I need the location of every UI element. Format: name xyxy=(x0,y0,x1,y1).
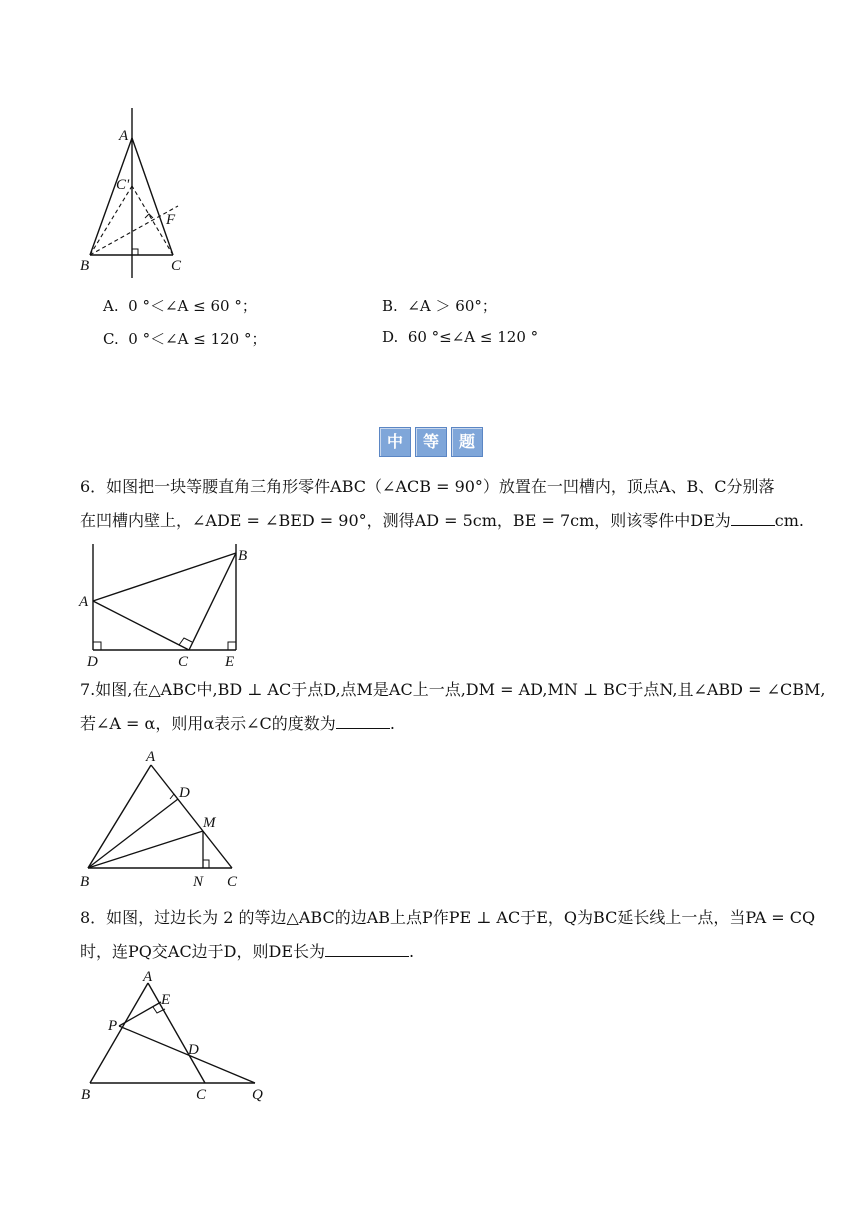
q7-line2 xyxy=(80,713,395,735)
q6-figure xyxy=(75,540,265,672)
right-angle-mark-n xyxy=(203,860,209,868)
option-d-text: 60 °≤∠A ≤ 120 ° xyxy=(407,328,539,346)
label-a: A xyxy=(119,128,129,144)
right-angle-mark-base xyxy=(132,249,138,255)
q6-line2 xyxy=(80,510,804,532)
option-c-text: 0 °＜∠A ≤ 120 °； xyxy=(128,330,267,348)
option-a xyxy=(103,295,257,316)
label-p: P xyxy=(108,1018,118,1034)
option-a-text: 0 °＜∠A ≤ 60 °； xyxy=(128,297,257,315)
right-angle-mark-e xyxy=(228,642,236,650)
answer-blank xyxy=(731,510,775,526)
label-c: C xyxy=(196,1087,207,1103)
label-c1: C' xyxy=(116,177,130,193)
q8-figure xyxy=(75,965,275,1107)
side-ab xyxy=(88,765,151,868)
side-ab xyxy=(93,553,236,601)
label-d: D xyxy=(87,654,98,670)
option-a-letter: A. xyxy=(103,297,119,315)
q7-line2-end: . xyxy=(389,714,395,733)
answer-blank xyxy=(325,941,409,957)
q6-line1: 6．如图把一块等腰直角三角形零件ABC（∠ACB = 90°）放置在一凹槽内，顶点A、B、C分别落 xyxy=(80,477,775,496)
q7-line1: 7.如图,在△ABC中,BD ⊥ AC于点D,点M是AC上一点,DM = AD,MN ⊥ BC于点N,且∠ABD = ∠CBM, xyxy=(80,680,826,699)
label-d: D xyxy=(188,1042,199,1058)
right-angle-mark-d xyxy=(93,642,101,650)
side-ac xyxy=(132,138,173,255)
side-ac xyxy=(148,983,205,1083)
right-angle-mark-f xyxy=(145,214,153,218)
label-a: A xyxy=(143,969,153,985)
label-d: D xyxy=(179,785,190,801)
option-c xyxy=(103,328,266,349)
q8-line2-text: 时，连PQ交AC边于D，则DE长为 xyxy=(80,942,326,961)
side-ab xyxy=(90,983,148,1083)
label-n: N xyxy=(193,874,204,890)
q6-line2-unit: cm. xyxy=(774,511,804,530)
label-c: C xyxy=(227,874,238,890)
option-d xyxy=(382,328,538,346)
q5-figure xyxy=(70,100,200,280)
right-angle-mark-c xyxy=(179,638,192,645)
label-b: B xyxy=(80,874,90,890)
answer-blank xyxy=(336,713,390,729)
option-d-letter: D. xyxy=(382,328,399,346)
segment-pe xyxy=(119,1002,161,1026)
label-m: M xyxy=(203,815,216,831)
q8-line2 xyxy=(80,941,414,963)
q7-line2-text: 若∠A = α，则用α表示∠C的度数为 xyxy=(80,714,336,733)
label-a: A xyxy=(79,594,89,610)
label-b: B xyxy=(238,548,248,564)
q7-figure xyxy=(75,745,250,893)
label-q: Q xyxy=(252,1087,263,1103)
segment-pq xyxy=(119,1026,255,1083)
segment-bm xyxy=(88,831,203,868)
badge-char-1: 中 xyxy=(379,427,411,457)
badge-char-3: 题 xyxy=(451,427,483,457)
label-e: E xyxy=(161,992,171,1008)
label-c: C xyxy=(178,654,189,670)
side-bc xyxy=(189,553,236,650)
side-ac xyxy=(93,601,189,650)
side-ac xyxy=(151,765,232,868)
label-a: A xyxy=(146,749,156,765)
q8-line2-end: . xyxy=(409,942,415,961)
label-c: C xyxy=(171,258,182,274)
option-b-text: ∠A ＞ 60°； xyxy=(407,297,497,315)
badge-char-2: 等 xyxy=(415,427,447,457)
option-b xyxy=(382,295,497,316)
option-c-letter: C. xyxy=(103,330,119,348)
side-ab xyxy=(90,138,132,255)
option-b-letter: B. xyxy=(382,297,398,315)
section-badge xyxy=(379,427,483,457)
q8-line1: 8．如图，过边长为 2 的等边△ABC的边AB上点P作PE ⊥ AC于E，Q为BC延长线上一点，当PA = CQ xyxy=(80,908,816,927)
label-b: B xyxy=(81,1087,91,1103)
label-b: B xyxy=(80,258,90,274)
label-f: F xyxy=(166,212,176,228)
label-e: E xyxy=(225,654,235,670)
q6-line2-text: 在凹槽内壁上，∠ADE = ∠BED = 90°，测得AD = 5cm，BE = 7cm，则该零件中DE为 xyxy=(80,511,731,530)
segment-bd xyxy=(88,799,178,868)
